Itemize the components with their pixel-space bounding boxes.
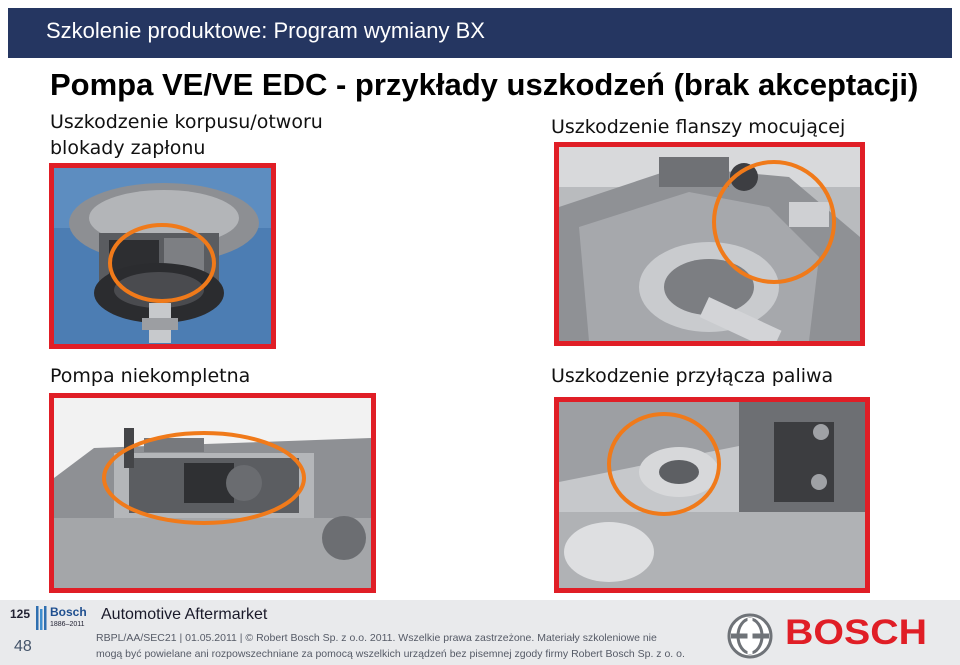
flange-photo-icon: [559, 147, 860, 341]
photo-flange-damage: [554, 142, 865, 346]
legal-notice: [96, 630, 716, 662]
anniversary-years: 1886–2011: [50, 621, 85, 628]
legal-line-1: RBPL/AA/SEC21 | 01.05.2011 | © Robert Bosch Sp. z o.o. 2011. Wszelkie prawa zastrzeżone. Materiały szkoleniowe nie: [96, 632, 657, 644]
page-number: 48: [14, 638, 32, 655]
caption-housing-damage: [50, 109, 323, 161]
pump-photo-icon: [54, 168, 271, 344]
division-title: Automotive Aftermarket: [101, 606, 268, 623]
header-title: Szkolenie produktowe: Program wymiany BX: [46, 18, 485, 43]
bosch-wordmark-icon: [783, 611, 929, 651]
fuel-connector-photo-icon: [559, 402, 865, 588]
caption-line-1: Uszkodzenie korpusu/otworu: [50, 111, 323, 133]
slide-title: Pompa VE/VE EDC - przykłady uszkodzeń (brak akceptacji): [50, 67, 919, 102]
bosch-armature-icon: [726, 612, 774, 660]
photo-housing-damage: [49, 163, 276, 349]
caption-line-2: blokady zapłonu: [50, 137, 206, 159]
legal-line-2: mogą być powielane ani rozpowszechniane za pomocą wszelkich urządzeń bez pisemnej zgody firmy Robert Bosch Sp. z o. o.: [96, 648, 685, 660]
anniversary-number: 125: [10, 607, 31, 621]
caption-incomplete-pump: Pompa niekompletna: [50, 365, 251, 387]
photo-fuel-connector-damage: [554, 397, 870, 593]
anniversary-logo: [10, 604, 94, 634]
bosch-logo: [783, 611, 929, 651]
photo-incomplete-pump: [49, 393, 376, 593]
anniversary-brand: Bosch: [50, 605, 87, 619]
caption-fuel-connector-damage: Uszkodzenie przyłącza paliwa: [551, 365, 834, 387]
pump-photo-icon: [54, 398, 371, 588]
bosch-logo-text: BOSCH: [785, 613, 927, 651]
caption-flange-damage: Uszkodzenie flanszy mocującej: [551, 116, 846, 138]
